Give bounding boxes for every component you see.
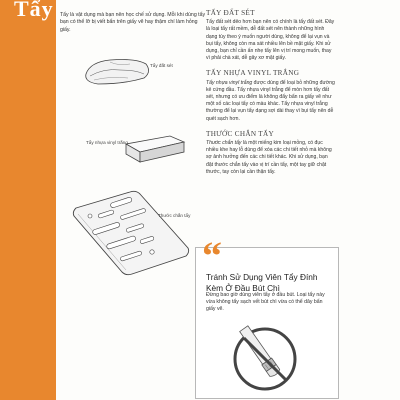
figure-label-vinyl-eraser: Tẩy nhựa vinyl trắng <box>86 140 128 145</box>
right-column <box>206 10 336 184</box>
vinyl-eraser-illustration <box>118 128 188 166</box>
callout-text: Đừng bao giờ dùng viên tẩy ở đầu bút. Loại tẩy này vừa không tẩy sạch vết bút chì vừa có thể dây bẩn giấy vẽ. <box>206 292 325 313</box>
section-text-shield <box>206 140 336 176</box>
section-body-kneaded: Tẩy đất sét dẻo hơn bạn nên có chính là tẩy đất sét. Đây là loại tẩy rất mềm, dễ đất sét nên thành những hình dạng tùy theo ý muốn người dùng, không để lại vụn và bụi tẩy, không còn ma sát nhiều lên bề mặt giấy. Khi sử dụng, bạn chỉ cần ấn nhẹ tẩy lên vị trí mong muốn, thay vì phải chà xát, dễ gây xơ mặt giấy. <box>206 19 335 62</box>
figure-label-eraser-shield: Thước chắn tẩy <box>158 213 191 218</box>
quote-mark-icon: “ <box>202 233 222 278</box>
section-title-vinyl: TẨY NHỰA VINYL TRẮNG <box>206 69 300 78</box>
section-lead-vinyl: Tẩy nhựa vinyl trắng <box>206 79 253 86</box>
kneaded-eraser-illustration <box>80 54 160 88</box>
no-pencil-eraser-icon <box>230 324 300 394</box>
chapter-bar <box>0 0 56 400</box>
callout-title: Tránh Sử Dụng Viên Tẩy Đính Kèm Ở Đầu Bút Chì <box>206 272 318 293</box>
figure-label-kneaded-eraser: Tẩy đất sét <box>150 63 173 68</box>
intro-paragraph: Tẩy là vật dụng mà bạn nên học chế sử dụng. Mỗi khi dùng tẩy bạn có thể lỡ bị viết bẩn trên giấy vẽ hay thậm chí làm hỏng giấy. <box>60 12 206 33</box>
section-title-kneaded: TẨY ĐẤT SÉT <box>206 9 255 17</box>
section-lead-shield: Thước chắn tẩy <box>206 140 242 147</box>
eraser-shield-illustration <box>70 186 194 278</box>
tip-callout-box <box>195 233 339 399</box>
chapter-title: Tẩy <box>14 0 54 21</box>
section-text-kneaded <box>206 19 336 62</box>
section-body-shield: là một miếng kim loại mỏng, có đục nhiều khe hay lỗ dùng để xóa các chi tiết nhỏ mà không sợ ảnh hưởng đến các chi tiết khác. Khi sử dụng, bạn đặt thước chắn tẩy vào vị trí cần tẩy, một tay giữ chặt thước, tay còn lại cần thận tẩy. <box>206 140 332 175</box>
section-body-vinyl: được dùng để loại bỏ những đường kẻ cứng đầu. Tẩy nhựa vinyl trắng để mòn hơn tẩy đất sét, nhưng có ưu điểm là không đẩy bẩn ra giấy vẽ như một số các loại tẩy có màu khác. Tẩy nhựa vinyl trắng thường để lại vụn tẩy dạng sợi dài thay vì bụi tẩy nên dễ quét sạch hơn. <box>206 79 335 122</box>
section-title-shield: THƯỚC CHẮN TẨY <box>206 129 274 138</box>
section-text-vinyl <box>206 80 336 123</box>
